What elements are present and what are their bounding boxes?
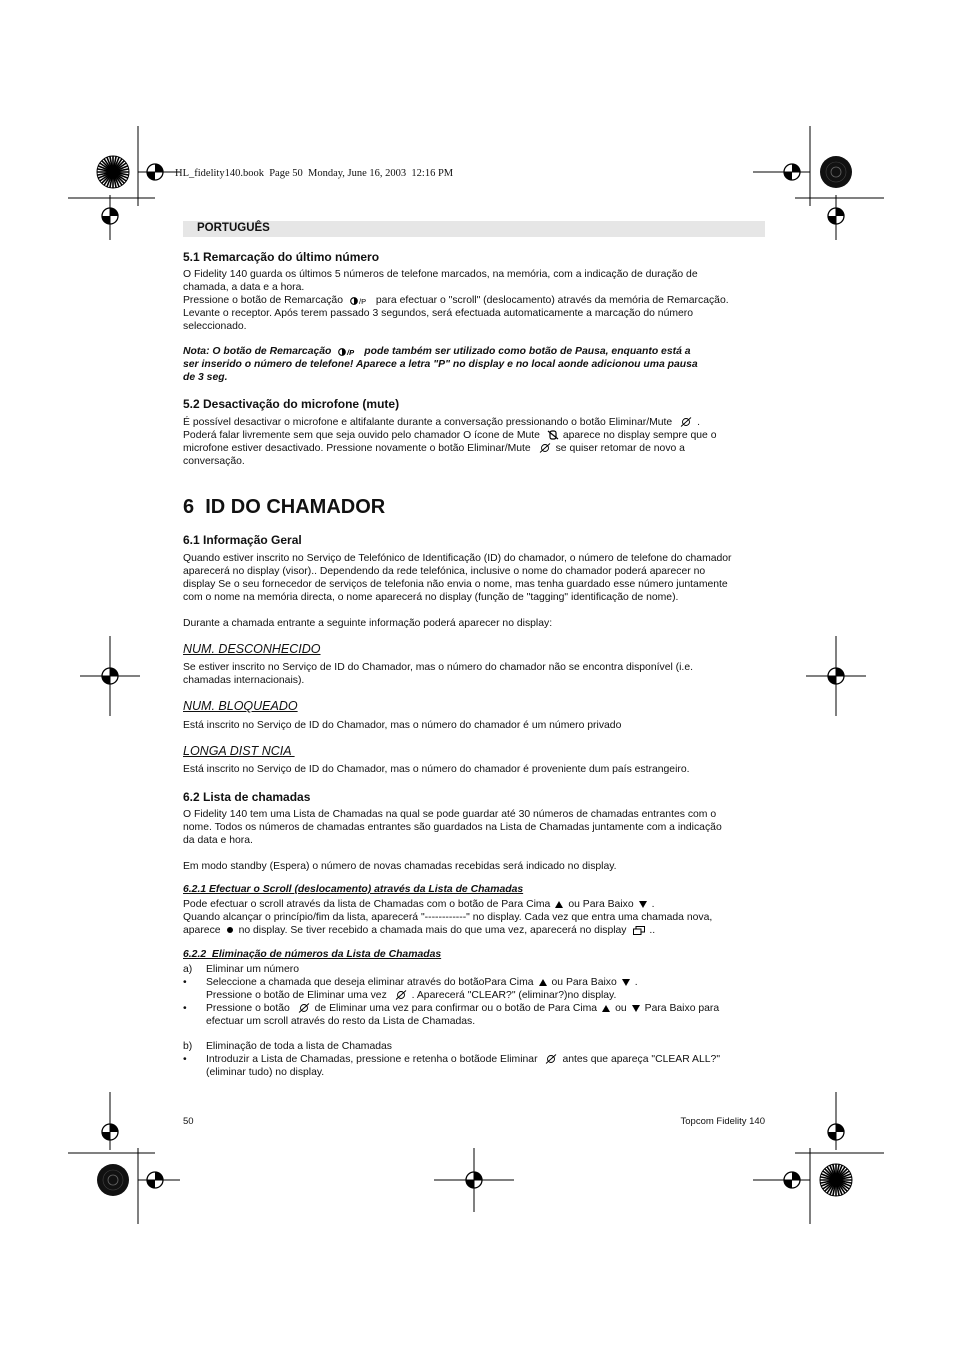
bullet-1-text: Seleccione a chamada que deseja eliminar através do botãoPara Cima ou Para Baixo . Pressione o botão de Eliminar uma vez . Aparecerá "CLEAR?" (eliminar?)no display. [206, 977, 638, 1001]
delete-mute-icon [394, 990, 408, 1000]
heading-6-1: 6.1 Informação Geral [183, 533, 302, 547]
s62-paragraph-2: Em modo standby (Espera) o número de novas chamadas recebidas será indicado no display. [183, 861, 617, 872]
delete-mute-icon [679, 417, 693, 427]
print-header: HL_fidelity140.book Page 50 Monday, June 16, 2003 12:16 PM [175, 168, 454, 179]
s61-paragraph-2: Durante a chamada entrante a seguinte informação poderá aparecer no display: [183, 618, 553, 629]
up-arrow-icon [539, 979, 547, 986]
footer-product: Topcom Fidelity 140 [680, 1116, 765, 1127]
s61-paragraph-1: Quando estiver inscrito no Serviço de Telefónico de Identificação (ID) do chamador, o número de telefone do chamador aparecerá no display (visor).. Dependendo da rede telefónica, inclusive o nome do chamador poderá aparecer no display Se o seu fornecedor de serviços de telefonia não envia o nome, mas tenha guardado esse número juntamente com o nome na memória directa, o nome aparecerá no display (função de "tagging" identificação de nome). [183, 553, 732, 603]
section-bar [183, 221, 765, 237]
heading-6-2-1: 6.2.1 Efectuar o Scroll (deslocamento) através da Lista de Chamadas [183, 884, 524, 895]
bullet-2-text: Pressione o botão de Eliminar uma vez para confirmar ou o botão de Para Cima ou Para Baixo para efectuar um scroll através do resto da Lista de Chamadas. [206, 1003, 720, 1027]
page-number: 50 [183, 1116, 194, 1127]
heading-6-2: 6.2 Lista de chamadas [183, 790, 311, 804]
redial-pause-icon [350, 296, 372, 305]
s621-paragraph: Pode efectuar o scroll através da lista de Chamadas com o botão de Para Cima ou Para Baixo . Quando alcançar o princípio/fim da lista, aparecerá "------------" no display. Cada vez que entra uma chamada nova, aparece no display. Se tiver recebido a chamada mais do que uma vez, aparecerá no display .. [183, 899, 713, 936]
item-a-text: Eliminar um número [206, 964, 299, 975]
item-b-label: b) [183, 1041, 193, 1052]
status-num-bloqueado: NUM. BLOQUEADO [183, 699, 298, 713]
s51-paragraph-2: Pressione o botão de Remarcação /P para efectuar o "scroll" (deslocamento) através da memória de Remarcação. Levante o receptor. Após terem passado 3 segundos, será efectuada automaticamente a marcação do número seleccionado. [183, 295, 729, 332]
delete-mute-icon [297, 1003, 311, 1013]
chapter-title: 6 ID DO CHAMADOR [183, 496, 386, 518]
bullet-3-marker: • [183, 1054, 187, 1065]
bullet-3-text: Introduzir a Lista de Chamadas, pressione e retenha o botãode Eliminar antes que apareça "CLEAR ALL?" (eliminar tudo) no display. [206, 1054, 721, 1078]
s62-paragraph-1: O Fidelity 140 tem uma Lista de Chamadas na qual se pode guardar até 30 números de chamadas entrantes com o nome. Todos os números de chamadas entrantes são guardados na Lista de Chamadas juntamente com a indicação da data e hora. [183, 809, 722, 846]
s51-paragraph-1: O Fidelity 140 guarda os últimos 5 números de telefone marcados, na memória, com a indicação de duração de chamada, a data e a hora. [183, 269, 698, 293]
delete-mute-icon [538, 443, 552, 453]
svg-text:/P: /P [358, 296, 366, 305]
bullet-1-marker: • [183, 977, 187, 988]
redial-pause-icon [338, 347, 360, 356]
s51-note: Nota: O botão de Remarcação /P pode também ser utilizado como botão de Pausa, enquanto está a ser inserido o número de telefone! Aparece a letra "P" no display e no local aonde adicionou uma pausa de 3 seg. [183, 346, 698, 383]
new-call-dot-icon [227, 927, 233, 933]
up-arrow-icon [555, 901, 563, 908]
mute-display-icon [547, 430, 559, 440]
bullet-2-marker: • [183, 1003, 187, 1014]
status-num-desconhecido: NUM. DESCONHECIDO [183, 642, 321, 656]
svg-text:/P: /P [347, 347, 355, 356]
section-label: PORTUGUÊS [197, 222, 270, 234]
heading-5-1: 5.1 Remarcação do último número [183, 250, 380, 264]
down-arrow-icon [632, 1005, 640, 1012]
down-arrow-icon [639, 901, 647, 908]
status-longa-distancia: LONGA DIST NCIA [183, 744, 295, 758]
heading-5-2: 5.2 Desactivação do microfone (mute) [183, 397, 400, 411]
item-a-label: a) [183, 964, 193, 975]
repeat-call-icon [633, 926, 645, 935]
delete-mute-icon [544, 1054, 558, 1064]
status-num-bloqueado-text: Está inscrito no Serviço de ID do Chamador, mas o número do chamador é um número privado [183, 720, 622, 731]
down-arrow-icon [622, 979, 630, 986]
item-b-text: Eliminação de toda a lista de Chamadas [206, 1041, 392, 1052]
s52-paragraph: É possível desactivar o microfone e altifalante durante a conversação pressionando o botão Eliminar/Mute . Poderá falar livremente sem que seja ouvido pelo chamador O ícone de Mute aparece no display sempre que o microfone estiver desactivado. Pressione novamente o botão Eliminar/Mute se quiser retomar de novo a conversação. [183, 417, 717, 467]
heading-6-2-2: 6.2.2 Eliminação de números da Lista de Chamadas [183, 949, 442, 960]
up-arrow-icon [602, 1005, 610, 1012]
status-num-desconhecido-text: Se estiver inscrito no Serviço de ID do Chamador, mas o número do chamador não se encontra disponível (i.e. chamadas internacionais). [183, 662, 693, 686]
status-longa-distancia-text: Está inscrito no Serviço de ID do Chamador, mas o número do chamador é proveniente dum país estrangeiro. [183, 764, 690, 775]
